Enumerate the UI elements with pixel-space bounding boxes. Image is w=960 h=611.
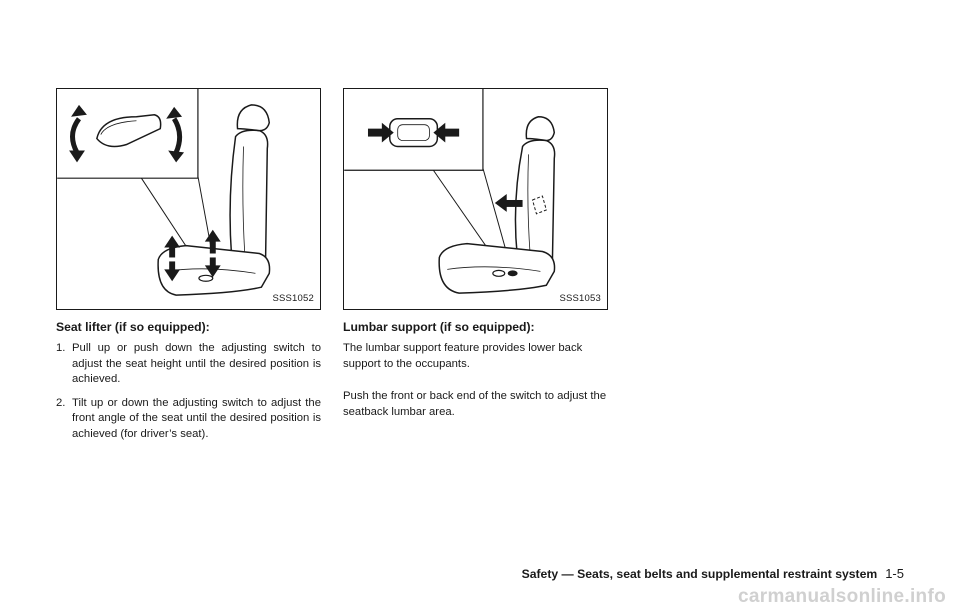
figure-code: SSS1053 bbox=[559, 293, 601, 304]
figure-lumbar-support bbox=[343, 88, 608, 310]
lumbar-support-illustration-icon bbox=[344, 89, 607, 309]
list-item bbox=[56, 341, 321, 388]
step-text: Pull up or push down the adjusting switch to adjust the seat height until the desired position is achieved. bbox=[72, 342, 321, 386]
seat-lifter-steps bbox=[56, 341, 321, 451]
lumbar-paragraph: Push the front or back end of the switch to adjust the seatback lumbar area. bbox=[343, 390, 607, 418]
step-number: 2. bbox=[56, 396, 66, 409]
watermark: carmanualsonline.info bbox=[738, 586, 946, 607]
figure-code: SSS1052 bbox=[272, 293, 314, 304]
section-title: Safety — Seats, seat belts and supplemental restraint system bbox=[521, 567, 878, 581]
lumbar-paragraph: The lumbar support feature provides lower back support to the occupants. bbox=[343, 342, 583, 370]
page-footer bbox=[482, 566, 904, 581]
list-item bbox=[56, 396, 321, 443]
step-text: Tilt up or down the adjusting switch to adjust the front angle of the seat until the desired position is achieved (for driver’s seat). bbox=[72, 396, 321, 440]
step-number: 1. bbox=[56, 342, 66, 354]
figure-seat-lifter bbox=[56, 88, 321, 310]
seat-lifter-illustration-icon bbox=[57, 89, 320, 309]
seat-lifter-heading: Seat lifter (if so equipped): bbox=[56, 320, 210, 334]
lumbar-support-heading: Lumbar support (if so equipped): bbox=[343, 320, 535, 334]
page-number: 1-5 bbox=[885, 566, 904, 581]
